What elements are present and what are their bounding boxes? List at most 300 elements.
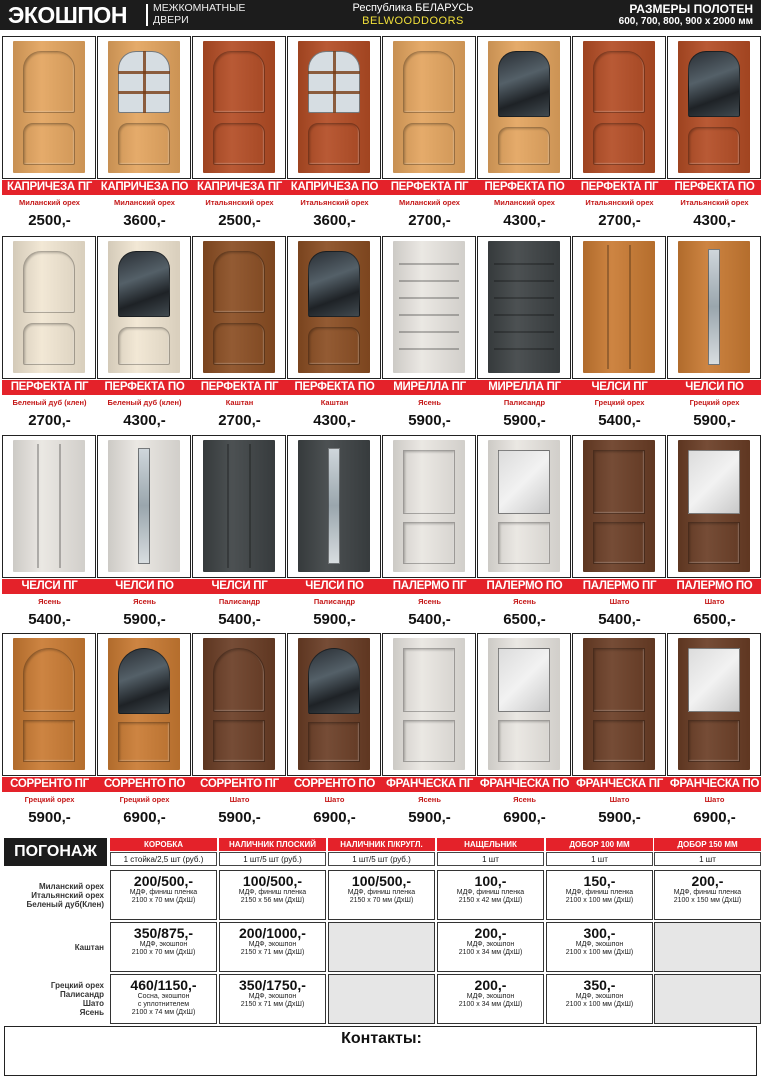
door-panel [23, 323, 75, 365]
door-price: 4300,- [123, 412, 166, 429]
door-color-name: Ясень [513, 597, 536, 606]
door-panel [593, 720, 645, 762]
door-glass [688, 450, 740, 514]
door-price: 2700,- [408, 212, 451, 229]
contacts-box [4, 1026, 757, 1076]
door-image [583, 638, 655, 770]
door-price: 6500,- [503, 611, 546, 628]
component-price: 150,- [583, 873, 616, 889]
door-glass-pattern [118, 251, 170, 317]
door-panel [593, 648, 645, 712]
door-photo [477, 236, 571, 379]
door-model-label: ПЕРФЕКТА ПГ [192, 380, 287, 395]
component-price: 100,- [474, 873, 507, 889]
door-panel [23, 648, 75, 712]
door-panel [118, 123, 170, 165]
door-color-name: Беленый дуб (клен) [12, 398, 87, 407]
door-color-name: Итальянский орех [205, 198, 274, 207]
door-card [287, 435, 382, 630]
glass-bar [333, 51, 336, 113]
door-photo [97, 633, 191, 776]
door-line [494, 331, 554, 333]
price-cell [219, 974, 326, 1024]
door-panel [213, 251, 265, 313]
door-color-name: Шато [229, 795, 250, 804]
door-card [192, 236, 287, 431]
door-model-label: СОРРЕНТО ПО [97, 777, 192, 792]
price-cell [219, 922, 326, 972]
glass-bar [143, 51, 146, 113]
door-image [393, 638, 465, 770]
door-card [97, 36, 192, 231]
component-material: МДФ, финиш пленка [129, 889, 198, 896]
door-panel [213, 123, 265, 165]
door-panel [403, 648, 455, 712]
door-color-name: Миланский орех [19, 198, 80, 207]
price-cell [437, 870, 544, 920]
price-cell [219, 870, 326, 920]
column-header: НАЩЕЛЬНИК [437, 838, 544, 851]
component-note: с уплотнителем [137, 1001, 190, 1008]
component-material: МДФ, экошпон [248, 993, 297, 1000]
component-price: 100/500,- [242, 873, 303, 889]
door-color-name: Палисандр [313, 597, 356, 606]
component-material: МДФ, финиш пленка [673, 889, 742, 896]
component-price: 350/1750,- [239, 977, 306, 993]
door-panel [403, 720, 455, 762]
door-price: 5900,- [313, 611, 356, 628]
door-model-label: ФРАНЧЕСКА ПО [667, 777, 761, 792]
component-price: 300,- [583, 925, 616, 941]
door-panel [498, 127, 550, 165]
component-material: МДФ, экошпон [575, 993, 624, 1000]
door-color-name: Шато [324, 795, 345, 804]
door-color-name: Шато [704, 795, 725, 804]
door-image [678, 440, 750, 572]
door-card [2, 633, 97, 828]
door-panel [593, 51, 645, 113]
glass-bar [118, 91, 170, 94]
door-color-name: Палисандр [503, 398, 546, 407]
door-color-name: Миланский орех [399, 198, 460, 207]
door-line [37, 444, 39, 568]
door-image [393, 440, 465, 572]
door-image [488, 241, 560, 373]
price-cell [546, 974, 653, 1024]
door-price: 5400,- [408, 611, 451, 628]
door-photo [192, 236, 286, 379]
column-unit: 1 шт [654, 852, 761, 866]
door-card [382, 36, 477, 231]
component-dimensions: 2100 x 34 мм (ДxШ) [458, 1001, 523, 1008]
door-color-name: Ясень [418, 398, 441, 407]
door-color-name: Ясень [418, 597, 441, 606]
door-glass [498, 450, 550, 514]
door-price: 4300,- [503, 212, 546, 229]
door-image [298, 41, 370, 173]
door-color-name: Палисандр [218, 597, 261, 606]
column-unit: 1 шт [546, 852, 653, 866]
door-photo [192, 36, 286, 179]
door-photo [572, 435, 666, 578]
door-card [572, 633, 667, 828]
door-line [494, 280, 554, 282]
component-dimensions: 2100 x 100 мм (ДxШ) [565, 897, 634, 904]
row-color-line: Грецкий орех [50, 981, 104, 990]
door-model-label: ЧЕЛСИ ПГ [2, 579, 97, 594]
door-card [382, 435, 477, 630]
door-glass-pattern [498, 51, 550, 117]
door-glass-slot [138, 448, 150, 564]
door-panel [593, 123, 645, 165]
door-color-name: Грецкий орех [594, 398, 645, 407]
door-photo [667, 633, 761, 776]
door-price: 2700,- [28, 412, 71, 429]
component-price: 100/500,- [351, 873, 412, 889]
door-panel [688, 720, 740, 762]
door-photo [2, 435, 96, 578]
door-price: 2500,- [218, 212, 261, 229]
component-material: Сосна, экошпон [137, 993, 190, 1000]
column-unit: 1 шт/5 шт (руб.) [219, 852, 326, 866]
door-photo [2, 36, 96, 179]
door-price: 5400,- [28, 611, 71, 628]
row-color-label [0, 943, 104, 952]
door-color-name: Шато [609, 597, 630, 606]
door-model-label: ЧЕЛСИ ПО [97, 579, 192, 594]
header-subtitle-line2: ДВЕРИ [153, 14, 189, 26]
row-color-line: Беленый дуб(Клен) [26, 899, 104, 909]
door-photo [382, 236, 476, 379]
door-color-name: Итальянский орех [585, 198, 654, 207]
door-image [583, 440, 655, 572]
door-image [108, 241, 180, 373]
door-model-label: ПЕРФЕКТА ПО [667, 180, 761, 195]
door-photo [97, 36, 191, 179]
door-card [572, 36, 667, 231]
door-line [607, 245, 609, 369]
door-photo [667, 36, 761, 179]
column-header: ДОБОР 100 ММ [546, 838, 653, 851]
door-card [97, 633, 192, 828]
component-material: МДФ, экошпон [139, 941, 188, 948]
column-header: КОРОБКА [110, 838, 217, 851]
door-panel [498, 720, 550, 762]
contacts-title: Контакты: [341, 1030, 422, 1047]
door-price: 6900,- [123, 809, 166, 826]
door-model-label: ПЕРФЕКТА ПГ [382, 180, 477, 195]
door-panel [118, 327, 170, 365]
component-price: 200/1000,- [239, 925, 306, 941]
door-model-label: ФРАНЧЕСКА ПО [477, 777, 572, 792]
component-price: 350,- [583, 977, 616, 993]
column-unit: 1 шт [437, 852, 544, 866]
column-header: НАЛИЧНИК П/КРУГЛ. [328, 838, 435, 851]
header-subtitle-line1: МЕЖКОМНАТНЫЕ [153, 2, 246, 14]
door-panel [213, 323, 265, 365]
component-dimensions: 2100 x 100 мм (ДxШ) [565, 1001, 634, 1008]
door-panel [403, 522, 455, 564]
door-card [477, 236, 572, 431]
door-price: 4300,- [313, 412, 356, 429]
sizes-title: РАЗМЕРЫ ПОЛОТЕН [629, 2, 753, 16]
door-model-label: ПАЛЕРМО ПО [477, 579, 572, 594]
door-photo [287, 435, 381, 578]
door-color-name: Миланский орех [114, 198, 175, 207]
door-glass-slot [328, 448, 340, 564]
door-price: 6900,- [503, 809, 546, 826]
component-material: МДФ, экошпон [466, 993, 515, 1000]
door-card [287, 236, 382, 431]
door-glass-pattern [118, 648, 170, 714]
component-price: 200,- [474, 977, 507, 993]
price-cell [110, 870, 217, 920]
door-panel [118, 722, 170, 762]
door-line [494, 297, 554, 299]
door-price: 4300,- [693, 212, 736, 229]
door-panel [498, 522, 550, 564]
door-model-label: ФРАНЧЕСКА ПГ [572, 777, 667, 792]
door-image [108, 638, 180, 770]
component-dimensions: 2100 x 74 мм (ДxШ) [131, 1009, 196, 1016]
door-panel [213, 51, 265, 113]
door-image [583, 41, 655, 173]
door-price: 5400,- [218, 611, 261, 628]
door-photo [97, 435, 191, 578]
door-card [667, 435, 761, 630]
door-image [298, 638, 370, 770]
door-model-label: ЧЕЛСИ ПО [287, 579, 382, 594]
door-card [192, 36, 287, 231]
door-line [399, 331, 459, 333]
component-dimensions: 2100 x 70 мм (ДxШ) [131, 949, 196, 956]
door-photo [477, 36, 571, 179]
door-color-name: Миланский орех [494, 198, 555, 207]
door-color-name: Грецкий орех [689, 398, 740, 407]
door-photo [667, 435, 761, 578]
door-image [488, 440, 560, 572]
row-color-line: Каштан [74, 942, 104, 952]
door-photo [287, 36, 381, 179]
component-price: 200,- [691, 873, 724, 889]
door-panel [403, 450, 455, 514]
column-header: НАЛИЧНИК ПЛОСКИЙ [219, 838, 326, 851]
door-price: 2700,- [598, 212, 641, 229]
door-price: 6900,- [693, 809, 736, 826]
row-color-label [0, 981, 104, 1017]
door-line [227, 444, 229, 568]
door-image [298, 440, 370, 572]
header-bar [0, 0, 761, 30]
door-card [97, 236, 192, 431]
door-card [667, 36, 761, 231]
door-color-name: Итальянский орех [680, 198, 749, 207]
column-unit: 1 стойка/2,5 шт (руб.) [110, 852, 217, 866]
sizes-values: 600, 700, 800, 900 x 2000 мм [618, 16, 753, 27]
door-photo [192, 435, 286, 578]
door-card [667, 236, 761, 431]
door-color-name: Беленый дуб (клен) [107, 398, 182, 407]
empty-cell [328, 922, 435, 972]
door-price: 6900,- [313, 809, 356, 826]
empty-cell [654, 974, 761, 1024]
door-price: 3600,- [313, 212, 356, 229]
door-glass [688, 648, 740, 712]
component-price: 460/1150,- [130, 977, 197, 993]
component-price: 200,- [474, 925, 507, 941]
door-panel [403, 51, 455, 113]
door-model-label: ПАЛЕРМО ПО [667, 579, 761, 594]
door-image [678, 241, 750, 373]
glass-bar [308, 91, 360, 94]
door-image [678, 41, 750, 173]
door-panel [23, 51, 75, 113]
column-unit: 1 шт/5 шт (руб.) [328, 852, 435, 866]
component-material: МДФ, экошпон [575, 941, 624, 948]
door-image [13, 241, 85, 373]
door-image [488, 41, 560, 173]
door-image [203, 241, 275, 373]
component-material: МДФ, экошпон [466, 941, 515, 948]
price-cell [546, 922, 653, 972]
door-panel [213, 720, 265, 762]
door-price: 2500,- [28, 212, 71, 229]
door-image [678, 638, 750, 770]
door-photo [572, 633, 666, 776]
door-image [203, 638, 275, 770]
door-image [13, 440, 85, 572]
door-model-label: ЧЕЛСИ ПО [667, 380, 761, 395]
door-card [477, 633, 572, 828]
door-card [667, 633, 761, 828]
door-line [494, 314, 554, 316]
door-color-name: Ясень [418, 795, 441, 804]
door-card [2, 36, 97, 231]
component-dimensions: 2150 x 42 мм (ДxШ) [458, 897, 523, 904]
door-model-label: ЧЕЛСИ ПГ [192, 579, 287, 594]
door-line [494, 348, 554, 350]
door-card [477, 36, 572, 231]
country-label: Республика БЕЛАРУСЬ [352, 2, 474, 14]
door-model-label: ПЕРФЕКТА ПГ [2, 380, 97, 395]
door-model-label: МИРЕЛЛА ПГ [382, 380, 477, 395]
door-image [488, 638, 560, 770]
component-material: МДФ, финиш пленка [347, 889, 416, 896]
door-price: 2700,- [218, 412, 261, 429]
door-image [393, 41, 465, 173]
door-card [2, 435, 97, 630]
door-color-name: Шато [609, 795, 630, 804]
price-cell [110, 974, 217, 1024]
price-cell [654, 870, 761, 920]
door-price: 5400,- [598, 611, 641, 628]
door-price: 5900,- [218, 809, 261, 826]
door-model-label: КАПРИЧЕЗА ПО [97, 180, 192, 195]
component-dimensions: 2150 x 70 мм (ДxШ) [349, 897, 414, 904]
door-price: 5400,- [598, 412, 641, 429]
door-price: 5900,- [123, 611, 166, 628]
pogonazh-title: ПОГОНАЖ [4, 838, 107, 866]
door-model-label: ПЕРФЕКТА ПО [97, 380, 192, 395]
door-card [382, 633, 477, 828]
price-cell [110, 922, 217, 972]
component-dimensions: 2150 x 71 мм (ДxШ) [240, 1001, 305, 1008]
glass-bar [118, 71, 170, 74]
door-model-label: СОРРЕНТО ПГ [2, 777, 97, 792]
door-image [583, 241, 655, 373]
door-panel [688, 127, 740, 165]
door-image [108, 41, 180, 173]
door-model-label: ФРАНЧЕСКА ПГ [382, 777, 477, 792]
door-photo [2, 633, 96, 776]
door-line [249, 444, 251, 568]
door-price: 5900,- [408, 412, 451, 429]
door-color-name: Шато [704, 597, 725, 606]
component-dimensions: 2150 x 71 мм (ДxШ) [240, 949, 305, 956]
door-price: 3600,- [123, 212, 166, 229]
door-line [399, 297, 459, 299]
brand-title: ЭКОШПОН [8, 2, 127, 28]
door-price: 5900,- [693, 412, 736, 429]
door-color-name: Каштан [225, 398, 254, 407]
door-line [399, 280, 459, 282]
door-color-name: Ясень [513, 795, 536, 804]
component-dimensions: 2100 x 100 мм (ДxШ) [565, 949, 634, 956]
door-card [572, 435, 667, 630]
door-card [572, 236, 667, 431]
door-image [13, 41, 85, 173]
header-divider [146, 4, 148, 26]
door-line [629, 245, 631, 369]
row-color-line: Миланский орех [38, 881, 104, 891]
door-image [203, 41, 275, 173]
door-model-label: КАПРИЧЕЗА ПГ [2, 180, 97, 195]
door-price: 5900,- [598, 809, 641, 826]
door-panel [23, 720, 75, 762]
door-panel [23, 251, 75, 313]
door-color-name: Грецкий орех [119, 795, 170, 804]
door-image [298, 241, 370, 373]
door-panel [308, 722, 360, 762]
door-model-label: ПАЛЕРМО ПГ [572, 579, 667, 594]
door-photo [382, 435, 476, 578]
component-price: 350/875,- [133, 925, 194, 941]
component-material: МДФ, финиш пленка [456, 889, 525, 896]
row-color-line: Ясень [79, 1008, 104, 1017]
door-line [399, 348, 459, 350]
price-cell [546, 870, 653, 920]
empty-cell [654, 922, 761, 972]
door-card [97, 435, 192, 630]
door-card [382, 236, 477, 431]
door-card [192, 435, 287, 630]
door-color-name: Ясень [38, 597, 61, 606]
door-price: 5900,- [408, 809, 451, 826]
door-price: 5900,- [503, 412, 546, 429]
component-dimensions: 2150 x 56 мм (ДxШ) [240, 897, 305, 904]
door-panel [23, 123, 75, 165]
door-panel [688, 522, 740, 564]
door-model-label: КАПРИЧЕЗА ПГ [192, 180, 287, 195]
row-color-label [0, 882, 104, 909]
door-line [494, 263, 554, 265]
door-photo [192, 633, 286, 776]
door-model-label: ЧЕЛСИ ПГ [572, 380, 667, 395]
row-color-line: Итальянский орех [31, 890, 104, 900]
price-cell [437, 974, 544, 1024]
row-color-line: Шато [82, 999, 104, 1008]
component-dimensions: 2100 x 70 мм (ДxШ) [131, 897, 196, 904]
